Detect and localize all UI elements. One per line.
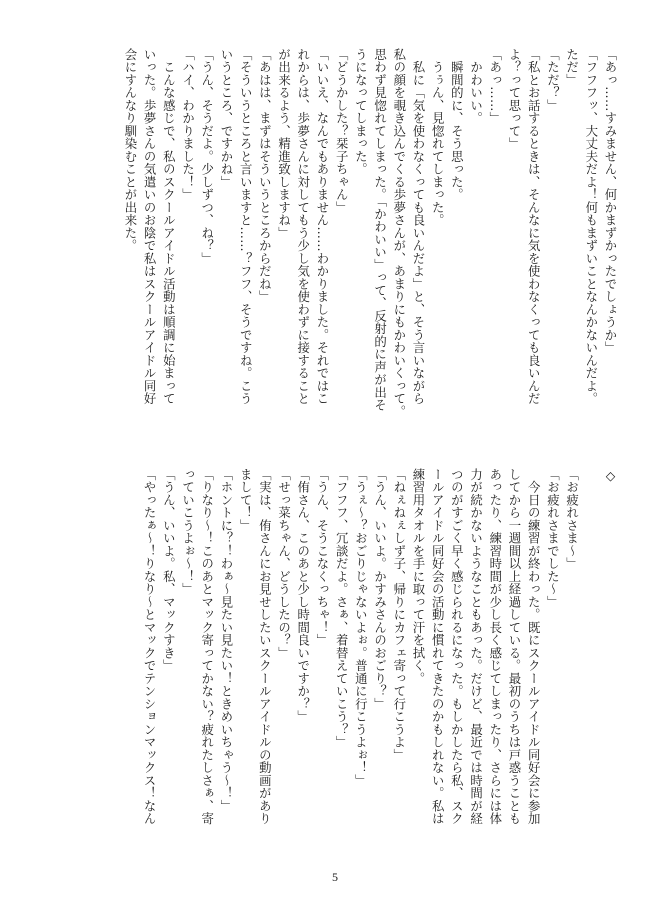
text-line: が出来るよう、精進致しますね」 (276, 48, 292, 240)
text-line: 「うん、いいよ。私、マックすき」 (161, 468, 177, 672)
text-line: よ？って思って」 (506, 48, 522, 150)
text-line: 「ねぇねぇしず子、帰りにカフェ寄って行こうよ」 (391, 468, 407, 762)
text-line: 「フフフッ、大丈夫だよ！何もまずいことなんかないんだよ。 (583, 48, 599, 405)
text-line: 「ただ？」 (545, 48, 561, 112)
text-line: 「りなり〜！このあとマック寄ってかない？疲れたしさぁ、寄 (199, 468, 215, 825)
text-line: いった。歩夢さんの気遣いのお陰で私はスクールアイドル同好 (142, 48, 158, 405)
text-line: 「うん、いいよ。かすみさんのおごり？」 (372, 468, 388, 711)
upper-text-block (121, 48, 620, 428)
text-line: 「侑さん、このあと少し時間良いですか？」 (295, 468, 311, 723)
text-line: ールアイドル同好会の活動に慣れてきたのかもしれない。私は (430, 468, 446, 825)
text-line: 瞬間的に、そう思った。 (449, 48, 465, 201)
text-line: 「実は、侑さんにお見せしたいスクールアイドルの動画があり (257, 468, 273, 825)
text-line: 力が続かないようなこともあった。だけど、最近では時間が経 (468, 468, 484, 825)
text-line: 「私とお話するときは、そんなに気を使わなくっても良いんだ (526, 48, 542, 405)
text-line: してから一週間以上経過している。最初のうちは戸惑うことも (506, 468, 522, 825)
text-line: 私の顔を覗き込んでくる歩夢さんが、あまりにもかわいくって。 (391, 48, 407, 418)
text-line: れからは、歩夢さんに対してもう少し気を使わずに接すること (295, 48, 311, 405)
text-line: 私に「気を使わなくっても良いんだよ」と、そう言いながら (410, 48, 426, 405)
text-line: 「ホントに？！わぁ〜見たい見たい！ときめいちゃう〜！」 (218, 468, 234, 813)
text-line: ただ」 (564, 48, 580, 87)
text-line: 「ハイ、わかりました！」 (180, 48, 196, 201)
text-line: 「あはは、まずはそういうところからだね」 (257, 48, 273, 303)
text-line: 「うぇ〜？おごりじゃないよぉ。普通に行こうよぉ！」 (353, 468, 369, 787)
text-line: 「あっ……すみません、何かまずかったでしょうか」 (603, 48, 618, 354)
text-line: ◇ (603, 468, 618, 484)
page-number: 5 (332, 870, 338, 884)
text-line: うぅん、見惚れてしまった。 (430, 48, 446, 227)
text-line: 思わず見惚れてしまった。「かわいい」って、反射的に声が出そ (372, 48, 388, 412)
text-line: あったり、練習時間が少し長く感じてしまったり、さらには体 (487, 468, 503, 825)
text-line: っていこうよぉ〜！」 (180, 468, 196, 596)
text-line (582, 468, 601, 848)
text-line: 今日の練習が終わった。既にスクールアイドル同好会に参加 (526, 468, 542, 825)
text-line: こんな感じで、私のスクールアイドル活動は順調に始まって (161, 48, 177, 405)
text-line: うになってしまった。 (353, 48, 369, 176)
text-line: 「フフフ、冗談だよ。さぁ、着替えていこう？」 (334, 468, 350, 749)
text-line: 会にすんなり馴染むことが出来た。 (122, 48, 138, 252)
text-line: 「お疲れさま〜」 (564, 468, 580, 570)
text-line: 「うん、そうだよ。少しずつ、ね？」 (199, 48, 215, 265)
text-line: 「お疲れさまでした〜」 (545, 468, 561, 609)
text-line: 「うん、そうこなくっちゃ！」 (314, 468, 330, 647)
text-line: 「どうかした？栞子ちゃん」 (334, 48, 350, 214)
text-line: まして！」 (238, 468, 254, 532)
text-line: 「そういうところと言いますと……？フフ、そうですね。こう (238, 48, 254, 405)
text-line: 練習用タオルを手に取って汗を拭く。 (410, 468, 426, 685)
text-line: 「いいえ、なんでもありません……わかりました。それではこ (314, 48, 330, 405)
text-line: 「あっ……」 (487, 48, 503, 125)
text-line: いうところ、ですかね」 (218, 48, 234, 189)
text-line: 「やったぁ〜！りなり〜とマックでテンションマックス！なん (142, 468, 158, 825)
text-line: かわいい。 (468, 48, 484, 125)
lower-text-block (140, 468, 620, 848)
text-line: 「せっ菜ちゃん、どうしたの？」 (276, 468, 292, 660)
text-line: つのがすごく早く感じられるになった。もしかしたら私、スク (449, 468, 465, 825)
